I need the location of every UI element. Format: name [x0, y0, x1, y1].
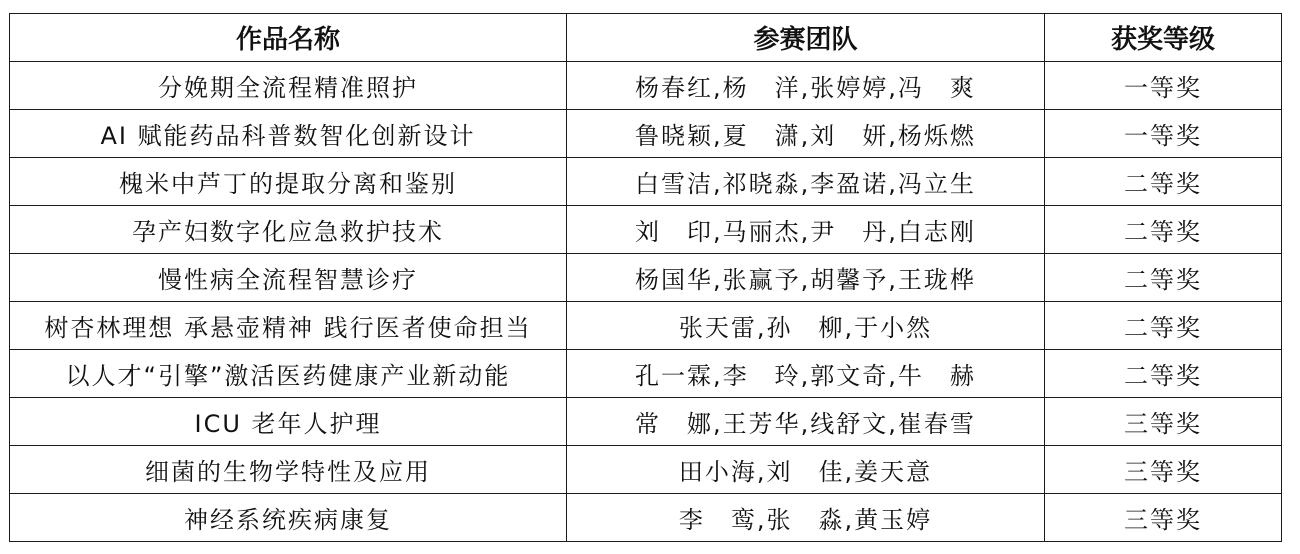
- header-award-level: 获奖等级: [1045, 14, 1282, 62]
- table-row: [10, 62, 1282, 110]
- award-level-cell: 二等奖: [1045, 302, 1282, 350]
- awards-table: [9, 13, 1282, 542]
- team-cell: 张天雷,孙 柳,于小然: [567, 302, 1045, 350]
- table-row: [10, 350, 1282, 398]
- award-level-cell: 三等奖: [1045, 446, 1282, 494]
- table-row: [10, 446, 1282, 494]
- table-row: [10, 494, 1282, 542]
- table-row: [10, 302, 1282, 350]
- header-team: 参赛团队: [567, 14, 1045, 62]
- team-cell: 白雪洁,祁晓淼,李盈诺,冯立生: [567, 158, 1045, 206]
- work-name-cell: 慢性病全流程智慧诊疗: [10, 254, 567, 302]
- table-header-row: [10, 14, 1282, 62]
- award-level-cell: 三等奖: [1045, 398, 1282, 446]
- work-name-cell: 树杏林理想 承悬壶精神 践行医者使命担当: [10, 302, 567, 350]
- team-cell: 田小海,刘 佳,姜天意: [567, 446, 1045, 494]
- team-cell: 鲁晓颖,夏 潇,刘 妍,杨烁燃: [567, 110, 1045, 158]
- work-name-cell: AI 赋能药品科普数智化创新设计: [10, 110, 567, 158]
- award-level-cell: 一等奖: [1045, 110, 1282, 158]
- work-name-cell: ICU 老年人护理: [10, 398, 567, 446]
- award-level-cell: 三等奖: [1045, 494, 1282, 542]
- work-name-cell: 槐米中芦丁的提取分离和鉴别: [10, 158, 567, 206]
- work-name-cell: 神经系统疾病康复: [10, 494, 567, 542]
- award-level-cell: 二等奖: [1045, 206, 1282, 254]
- table-row: [10, 158, 1282, 206]
- table-row: [10, 254, 1282, 302]
- team-cell: 杨春红,杨 洋,张婷婷,冯 爽: [567, 62, 1045, 110]
- award-level-cell: 二等奖: [1045, 158, 1282, 206]
- table-row: [10, 398, 1282, 446]
- header-work-name: 作品名称: [10, 14, 567, 62]
- team-cell: 常 娜,王芳华,线舒文,崔春雪: [567, 398, 1045, 446]
- team-cell: 刘 印,马丽杰,尹 丹,白志刚: [567, 206, 1045, 254]
- team-cell: 孔一霖,李 玲,郭文奇,牛 赫: [567, 350, 1045, 398]
- team-cell: 杨国华,张赢予,胡馨予,王珑桦: [567, 254, 1045, 302]
- team-cell: 李 鸾,张 淼,黄玉婷: [567, 494, 1045, 542]
- table-row: [10, 206, 1282, 254]
- award-level-cell: 一等奖: [1045, 62, 1282, 110]
- work-name-cell: 孕产妇数字化应急救护技术: [10, 206, 567, 254]
- work-name-cell: 细菌的生物学特性及应用: [10, 446, 567, 494]
- table-row: [10, 110, 1282, 158]
- award-level-cell: 二等奖: [1045, 254, 1282, 302]
- work-name-cell: 分娩期全流程精准照护: [10, 62, 567, 110]
- work-name-cell: 以人才“引擎”激活医药健康产业新动能: [10, 350, 567, 398]
- award-level-cell: 二等奖: [1045, 350, 1282, 398]
